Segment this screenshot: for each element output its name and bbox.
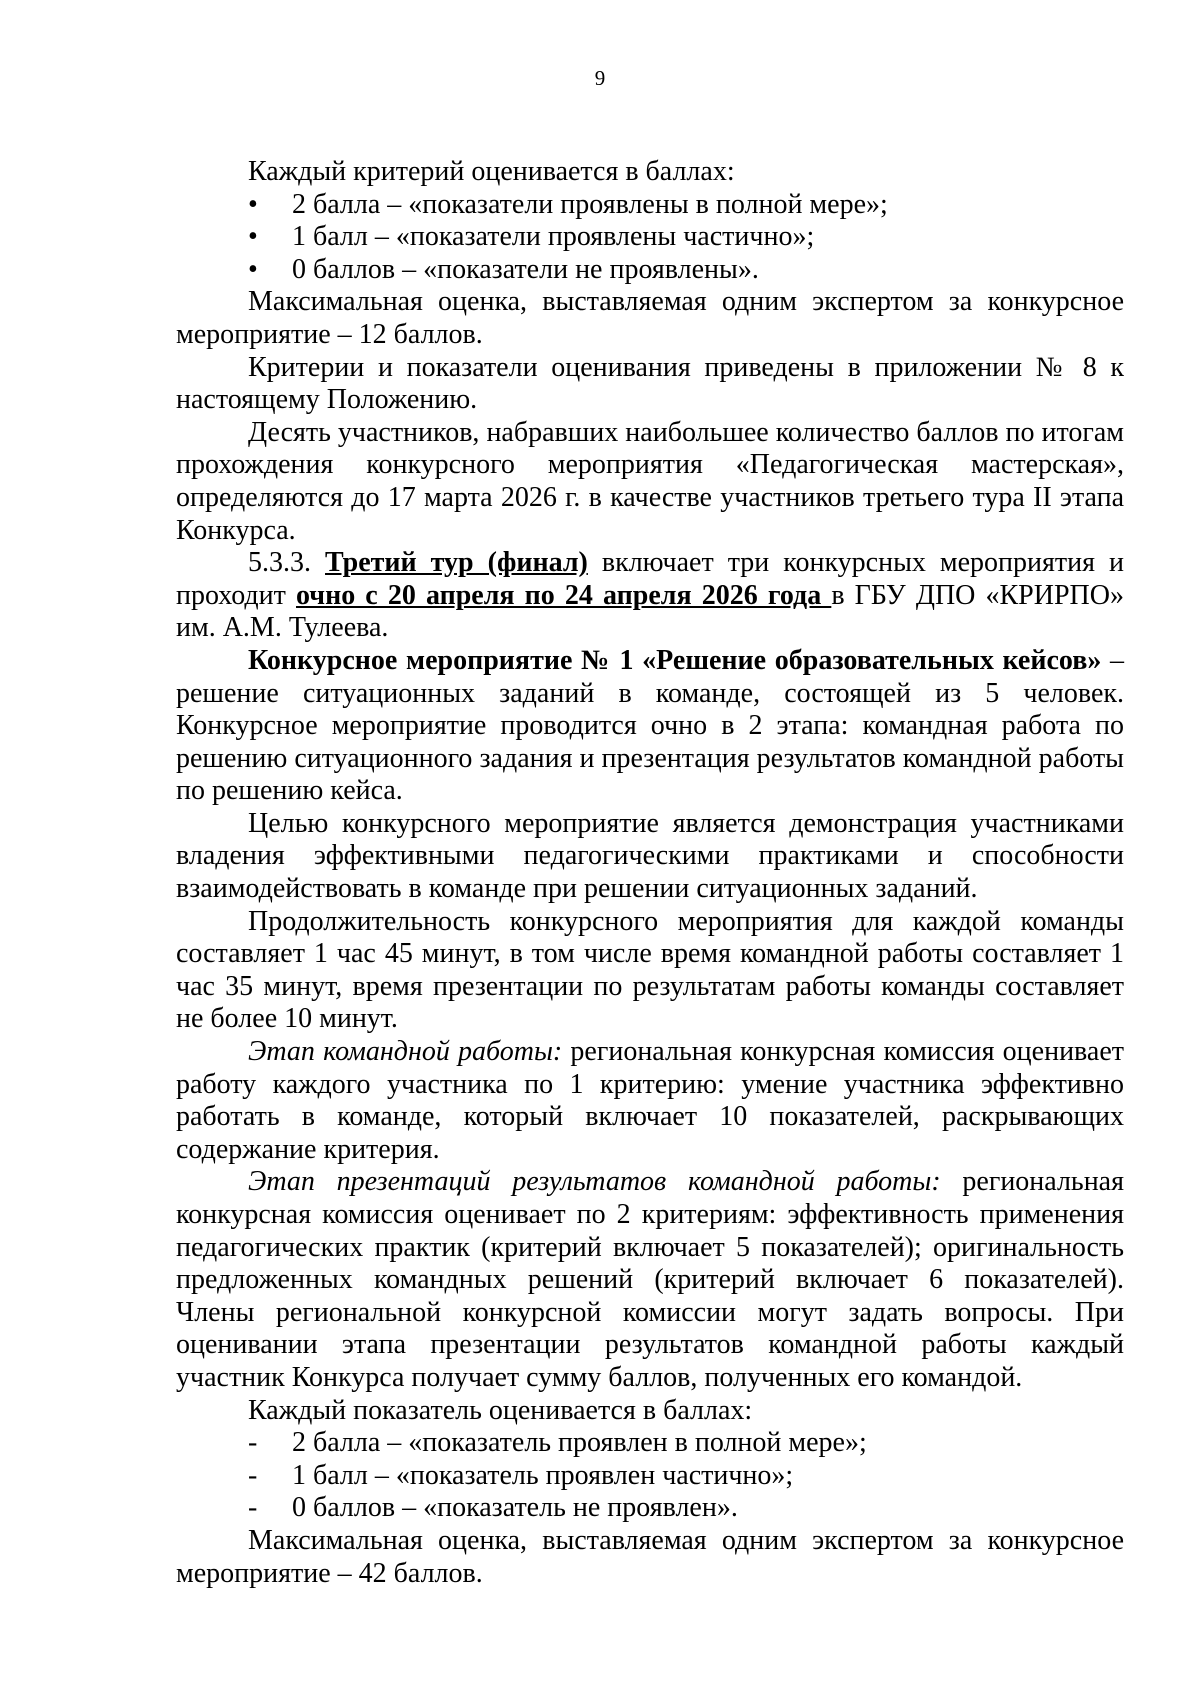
- third-tour-location: в ГБУ ДПО «КРИРПО» им. А.М. Тулеева.: [176, 579, 1124, 644]
- paragraph-criteria-reference: Критерии и показатели оценивания приведены в приложении № 8 к настоящему Положению.: [176, 351, 1124, 416]
- stage-teamwork-label: Этап командной работы:: [248, 1036, 563, 1068]
- paragraph-duration: Продолжительность конкурсного мероприятия для каждой команды составляет 1 час 45 минут, в том числе время командной работы составляет 1 час 35 минут, время презентации по результатам работы команды составляет не более 10 минут.: [176, 905, 1124, 1035]
- bullet-marker: •: [248, 253, 258, 285]
- section-number: 5.3.3.: [248, 547, 326, 579]
- list-item-text: 0 баллов – «показатель не проявлен».: [292, 1492, 738, 1524]
- list-item-text: 2 балла – «показатели проявлены в полной мере»;: [292, 188, 888, 220]
- dash-marker: -: [248, 1427, 258, 1459]
- paragraph-ten-participants: Десять участников, набравших наибольшее количество баллов по итогам прохождения конкурсного мероприятия «Педагогическая мастерская», определяются до 17 марта 2026 г. в качестве участников третьего тура II этапа Конкурса.: [176, 416, 1124, 546]
- list-item: [176, 1427, 1124, 1460]
- stage-presentation-text: региональная конкурсная комиссия оценивает по 2 критериям: эффективность применения педагогических практик (критерий включает 5 показателей); оригинальность предложенных командных решений (критерий включает 6 показателей). Члены региональной конкурсной комиссии могут задать вопросы. При оценивании этапа презентации результатов командной работы каждый участник Конкурса получает сумму баллов, полученных его командой.: [176, 1166, 1124, 1393]
- paragraph-event-1: [176, 645, 1124, 808]
- paragraph-third-tour: [176, 547, 1124, 645]
- list-item: [176, 1492, 1124, 1525]
- paragraph-stage-teamwork: [176, 1036, 1124, 1166]
- list-item-text: 2 балла – «показатель проявлен в полной мере»;: [292, 1427, 867, 1459]
- dash-marker: -: [248, 1492, 258, 1524]
- paragraph-max-score-1: Максимальная оценка, выставляемая одним экспертом за конкурсное мероприятие – 12 баллов.: [176, 286, 1124, 350]
- stage-teamwork-text: региональная конкурсная комиссия оценивает работу каждого участника по 1 критерию: умение участника эффективно работать в команде, который включает 10 показателей, раскрывающих содержание критерия.: [176, 1036, 1125, 1165]
- bullet-marker: •: [248, 221, 258, 253]
- list-item: [176, 254, 1124, 287]
- indicator-intro: Каждый показатель оценивается в баллах:: [248, 1394, 753, 1426]
- event-1-title: Конкурсное мероприятие № 1 «Решение образовательных кейсов»: [248, 644, 1102, 676]
- list-item: [176, 1460, 1124, 1493]
- list-item-text: 1 балл – «показатель проявлен частично»;: [292, 1459, 794, 1491]
- page-number: 9: [594, 66, 606, 90]
- list-item-text: 0 баллов – «показатели не проявлены».: [292, 253, 759, 285]
- list-item: [176, 221, 1124, 254]
- criteria-intro: Каждый критерий оценивается в баллах:: [248, 156, 735, 187]
- third-tour-dates: очно с 20 апреля по 24 апреля 2026 года: [296, 579, 832, 611]
- third-tour-text: включает три конкурсных мероприятия и проходит: [176, 547, 1125, 611]
- bullet-marker: •: [248, 188, 258, 220]
- list-item: [176, 189, 1124, 222]
- third-tour-title: Третий тур (финал): [325, 547, 588, 579]
- paragraph-max-score-2: Максимальная оценка, выставляемая одним экспертом за конкурсное мероприятие – 42 баллов.: [176, 1524, 1124, 1589]
- dash-marker: -: [248, 1459, 258, 1491]
- paragraph-stage-presentation: [176, 1166, 1124, 1394]
- paragraph-goal: Целью конкурсного мероприятие является демонстрация участниками владения эффективными педагогическими практиками и способности взаимодействовать в команде при решении ситуационных заданий.: [176, 807, 1124, 905]
- stage-presentation-label: Этап презентаций результатов командной работы:: [248, 1166, 941, 1198]
- document-body: [176, 156, 1124, 1590]
- list-item-text: 1 балл – «показатели проявлены частично»;: [292, 221, 815, 253]
- event-1-text: – решение ситуационных заданий в команде, состоящей из 5 человек. Конкурсное мероприятие проводится очно в 2 этапа: командная работа по решению ситуационного задания и презентация результатов командной работы по решению кейса.: [176, 644, 1125, 807]
